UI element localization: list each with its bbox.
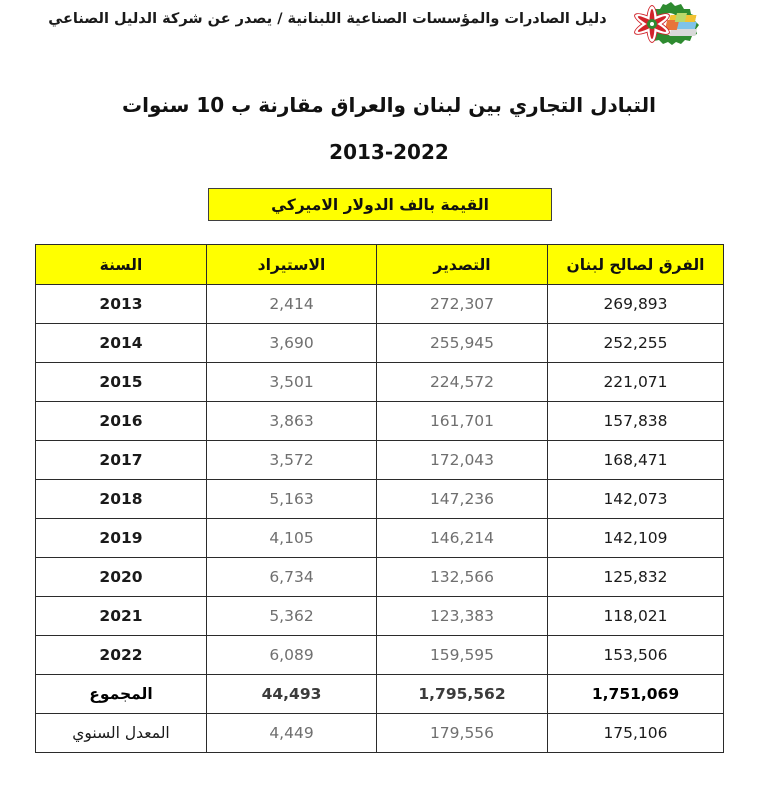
column-header-import: الاستيراد xyxy=(207,245,377,285)
table-row xyxy=(36,519,724,558)
cell-difference: 142,109 xyxy=(548,519,724,558)
cell-import: 5,163 xyxy=(207,480,377,519)
cell-import: 2,414 xyxy=(207,285,377,324)
table-header-row xyxy=(36,245,724,285)
cell-export-total: 1,795,562 xyxy=(377,675,548,714)
cell-import: 6,734 xyxy=(207,558,377,597)
page-title-year-range: 2013-2022 xyxy=(329,140,449,164)
cell-export: 172,043 xyxy=(377,441,548,480)
table-row xyxy=(36,558,724,597)
cell-import: 4,105 xyxy=(207,519,377,558)
trade-balance-table xyxy=(35,244,724,753)
cell-difference: 125,832 xyxy=(548,558,724,597)
cell-export: 123,383 xyxy=(377,597,548,636)
cell-year: 2018 xyxy=(36,480,207,519)
cell-year: 2014 xyxy=(36,324,207,363)
cell-year: 2016 xyxy=(36,402,207,441)
table-row xyxy=(36,363,724,402)
cell-export-average: 179,556 xyxy=(377,714,548,753)
table-row xyxy=(36,480,724,519)
industrial-directory-logo-icon xyxy=(626,1,714,49)
cell-difference: 157,838 xyxy=(548,402,724,441)
cell-difference: 221,071 xyxy=(548,363,724,402)
cell-average-label: المعدل السنوي xyxy=(36,714,207,753)
cell-year: 2013 xyxy=(36,285,207,324)
cell-year: 2021 xyxy=(36,597,207,636)
cell-difference: 168,471 xyxy=(548,441,724,480)
column-header-year: السنة xyxy=(36,245,207,285)
cell-import: 5,362 xyxy=(207,597,377,636)
cell-export: 146,214 xyxy=(377,519,548,558)
cell-year: 2015 xyxy=(36,363,207,402)
cell-export: 159,595 xyxy=(377,636,548,675)
cell-difference: 142,073 xyxy=(548,480,724,519)
cell-export: 224,572 xyxy=(377,363,548,402)
cell-import: 6,089 xyxy=(207,636,377,675)
table-row xyxy=(36,441,724,480)
cell-year: 2020 xyxy=(36,558,207,597)
cell-total-label: المجموع xyxy=(36,675,207,714)
cell-import: 3,863 xyxy=(207,402,377,441)
table-row xyxy=(36,402,724,441)
cell-difference: 118,021 xyxy=(548,597,724,636)
cell-year: 2019 xyxy=(36,519,207,558)
cell-export: 147,236 xyxy=(377,480,548,519)
cell-difference: 269,893 xyxy=(548,285,724,324)
cell-difference: 153,506 xyxy=(548,636,724,675)
masthead-publisher-text: دليل الصادرات والمؤسسات الصناعية اللبنانية / يصدر عن شركة الدليل الصناعي xyxy=(48,11,607,27)
cell-export: 132,566 xyxy=(377,558,548,597)
page-title: التبادل التجاري بين لبنان والعراق مقارنة ب 10 سنوات xyxy=(122,93,656,117)
cell-export: 255,945 xyxy=(377,324,548,363)
cell-year: 2022 xyxy=(36,636,207,675)
cell-export: 161,701 xyxy=(377,402,548,441)
value-unit-caption: القيمة بالف الدولار الاميركي xyxy=(208,188,552,221)
cell-year: 2017 xyxy=(36,441,207,480)
column-header-difference: الفرق لصالح لبنان xyxy=(548,245,724,285)
cell-export: 272,307 xyxy=(377,285,548,324)
cell-import-total: 44,493 xyxy=(207,675,377,714)
cell-difference-average: 175,106 xyxy=(548,714,724,753)
column-header-export: التصدير xyxy=(377,245,548,285)
cell-import: 3,572 xyxy=(207,441,377,480)
table-row-total xyxy=(36,675,724,714)
table-row xyxy=(36,636,724,675)
cell-difference-total: 1,751,069 xyxy=(548,675,724,714)
table-row-average xyxy=(36,714,724,753)
table-body xyxy=(36,285,724,753)
table-row xyxy=(36,285,724,324)
table-row xyxy=(36,597,724,636)
cell-import-average: 4,449 xyxy=(207,714,377,753)
cell-import: 3,690 xyxy=(207,324,377,363)
page-masthead xyxy=(0,0,778,62)
cell-difference: 252,255 xyxy=(548,324,724,363)
table-row xyxy=(36,324,724,363)
cell-import: 3,501 xyxy=(207,363,377,402)
